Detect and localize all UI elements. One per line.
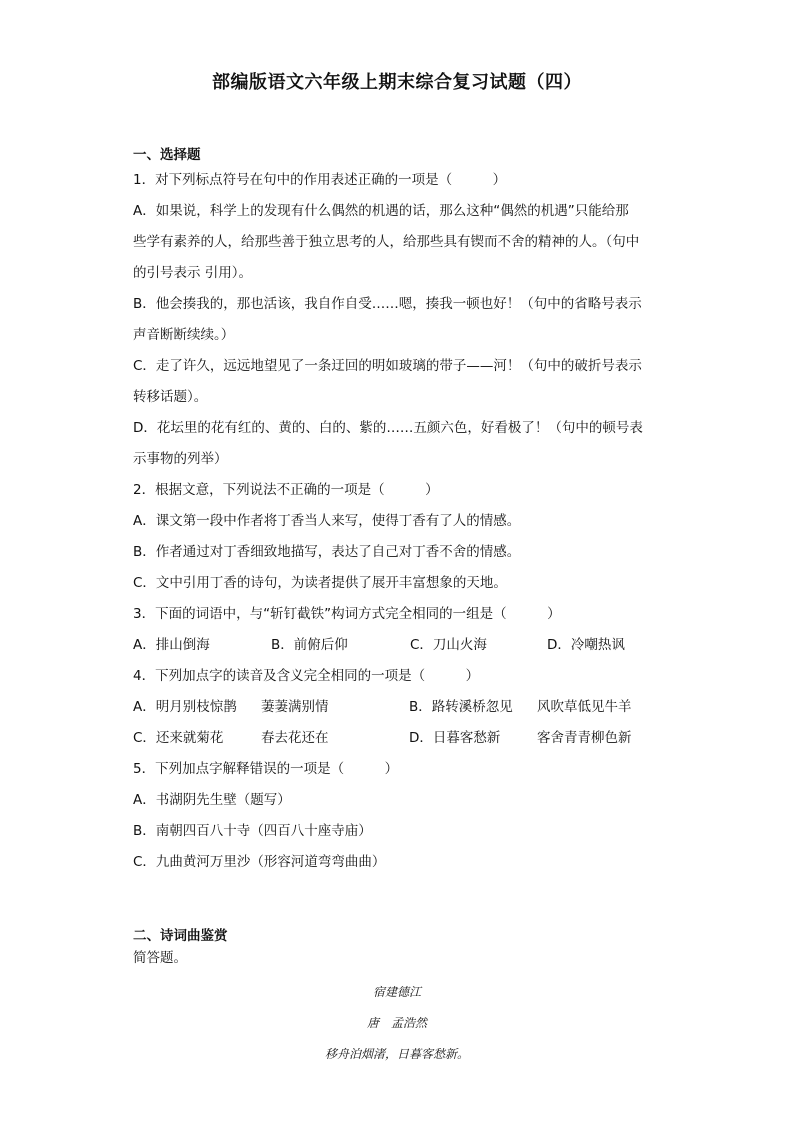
poem-author: 唐 孟浩然: [366, 1016, 427, 1030]
option-c-line: C．走了许久，远远地望见了一条迂回的明如玻璃的带子——河！（句中的破折号表示: [133, 358, 642, 374]
option-d-line: D．花坛里的花有红的、黄的、白的、紫的……五颜六色，好看极了！（句中的顿号表: [133, 420, 643, 436]
question-stem: 4．下列加点字的读音及含义完全相同的一项是（ ）: [133, 668, 480, 684]
option-c: C．还来就菊花: [133, 730, 224, 746]
options-row: [133, 630, 663, 661]
option-b: B．路转溪桥忽见: [409, 699, 513, 715]
option-d-line: 示事物的列举）: [133, 451, 228, 467]
option-a-line: 的引号表示 引用）。: [133, 265, 253, 281]
question-stem: 2．根据文意，下列说法不正确的一项是（ ）: [133, 482, 439, 498]
option-c-second: 春去花还在: [261, 730, 329, 746]
poem-title: 宿建德江: [372, 985, 421, 999]
option-a-line: A．如果说，科学上的发现有什么偶然的机遇的话，那么这种“偶然的机遇”只能给那: [133, 203, 629, 219]
options-row: [133, 692, 663, 723]
option-c-line: 转移话题）。: [133, 389, 208, 405]
question-5: [133, 754, 663, 878]
question-stem: 3．下面的词语中，与“斩钉截铁”构词方式完全相同的一组是（ ）: [133, 606, 561, 622]
option-b: B．前俯后仰: [271, 637, 348, 653]
section-choice: [133, 145, 663, 878]
section-heading: 二、诗词曲鉴赏: [133, 928, 228, 944]
option-a: A．课文第一段中作者将丁香当人来写，使得丁香有了人的情感。: [133, 513, 521, 529]
option-a-second: 萋萋满别情: [261, 699, 329, 715]
option-d: D．冷嘲热讽: [547, 637, 625, 653]
question-3: [133, 599, 663, 661]
section-poetry: [133, 926, 663, 968]
section-heading: 一、选择题: [133, 147, 201, 163]
option-c: C．九曲黄河万里沙（形容河道弯弯曲曲）: [133, 854, 386, 870]
option-a: A．书湖阴先生壁（题写）: [133, 792, 291, 808]
option-b: B．作者通过对丁香细致地描写，表达了自己对丁香不舍的情感。: [133, 544, 521, 560]
question-1: [133, 165, 663, 475]
section-intro: 简答题。: [133, 950, 187, 966]
option-b-second: 风吹草低见牛羊: [537, 699, 632, 715]
option-a: A．明月别枝惊鹊: [133, 699, 237, 715]
option-b-line: B．他会揍我的，那也活该，我自作自受……嗯，揍我一顿也好！（句中的省略号表示: [133, 296, 642, 312]
option-a: A．排山倒海: [133, 637, 210, 653]
option-b: B．南朝四百八十寺（四百八十座寺庙）: [133, 823, 372, 839]
options-row: [133, 723, 663, 754]
question-stem: 1．对下列标点符号在句中的作用表述正确的一项是（ ）: [133, 172, 507, 188]
question-2: [133, 475, 663, 599]
question-stem: 5．下列加点字解释错误的一项是（ ）: [133, 761, 399, 777]
option-c: C．文中引用丁香的诗句，为读者提供了展开丰富想象的天地。: [133, 575, 507, 591]
option-b-line: 声音断断续续。）: [133, 327, 235, 343]
option-d: D．日暮客愁新: [409, 730, 501, 746]
option-a-line: 些学有素养的人，给那些善于独立思考的人，给那些具有锲而不舍的精神的人。（句中: [133, 234, 640, 250]
question-4: [133, 661, 663, 754]
option-d-second: 客舍青青柳色新: [537, 730, 632, 746]
option-c: C．刀山火海: [410, 637, 487, 653]
poem-line: 移舟泊烟渚，日暮客愁新。: [324, 1047, 469, 1061]
page-title: 部编版语文六年级上期末综合复习试题（四）: [212, 72, 582, 93]
